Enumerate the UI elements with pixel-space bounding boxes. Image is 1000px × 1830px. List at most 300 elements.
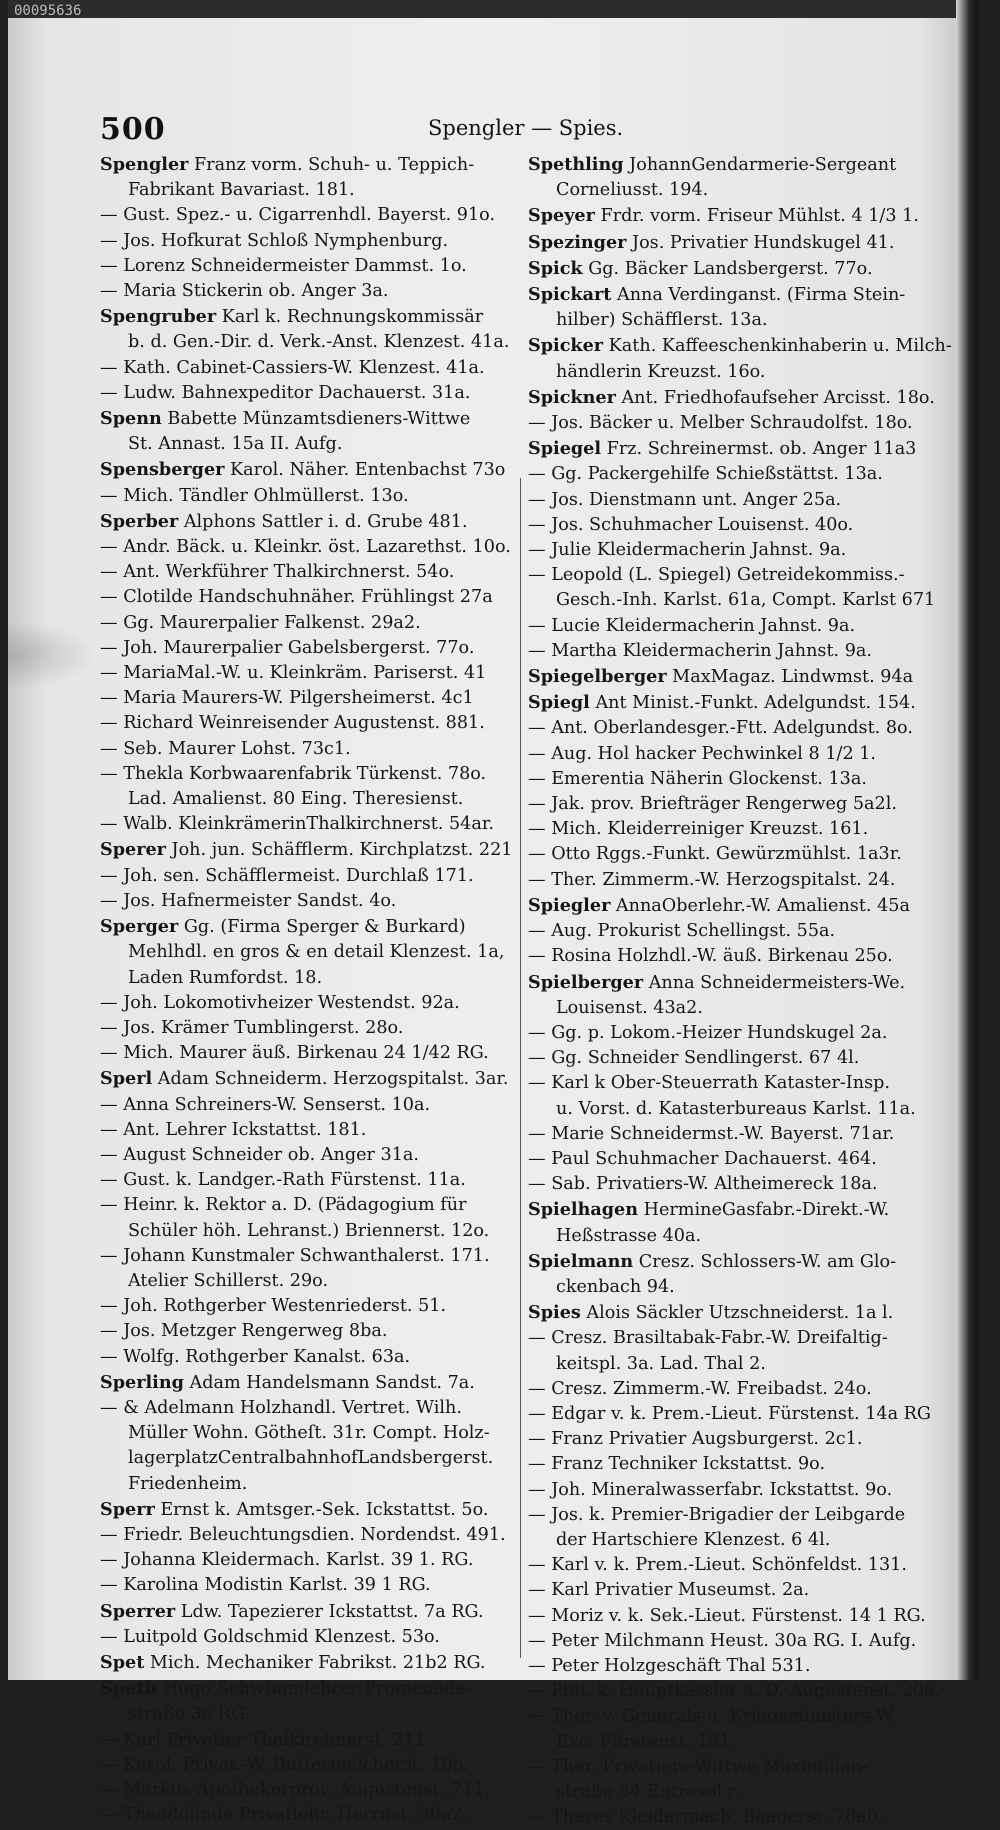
directory-entry — [100, 1370, 495, 1396]
directory-entry — [528, 1021, 923, 1046]
directory-entry — [528, 1402, 931, 1427]
directory-entry — [528, 385, 935, 411]
entry-text: Jak. prov. Briefträger Rengerweg 5a2l. — [551, 794, 897, 815]
entry-surname: Sperger — [100, 916, 179, 938]
directory-entry — [528, 664, 923, 690]
directory-entry — [100, 864, 495, 889]
entry-surname: Spethling — [528, 154, 624, 175]
entry-text: Jos. Schuhmacher Louisenst. 40o. — [551, 514, 854, 535]
column-divider — [520, 478, 521, 1658]
entry-text: Sab. Privatiers-W. Altheimereck 18a. — [551, 1174, 878, 1195]
directory-entry — [528, 970, 923, 996]
directory-entry — [100, 1728, 495, 1753]
directory-entry — [528, 1352, 923, 1377]
scan-label: 00095636 — [14, 3, 82, 19]
entry-text: Julie Kleidermacherin Jahnst. 9a. — [551, 540, 847, 561]
directory-entry — [100, 1778, 495, 1803]
entry-text: Joh. sen. Schäfflermeist. Durchlaß 171. — [123, 865, 474, 886]
directory-entry — [100, 457, 506, 483]
directory-entry — [100, 1143, 495, 1168]
entry-text: Alphons Sattler i. d. Grube 481. — [178, 511, 468, 532]
entry-text: Anna Schneidermeisters-We. — [643, 972, 906, 993]
entry-text: Jos. Metzger Rengerweg 8ba. — [123, 1321, 388, 1342]
directory-entry — [528, 1604, 926, 1629]
directory-entry — [528, 1629, 923, 1654]
directory-entry — [528, 282, 923, 308]
directory-entry — [100, 203, 495, 228]
directory-entry — [100, 611, 495, 636]
directory-entry — [528, 360, 923, 385]
directory-entry — [528, 1377, 923, 1402]
directory-entry — [100, 940, 505, 965]
entry-text: Adam Handelsmann Sandst. 7a. — [183, 1372, 475, 1393]
page-tab-shadow — [8, 620, 96, 690]
entry-surname: Spet — [100, 1651, 145, 1673]
directory-entry — [100, 484, 495, 509]
directory-entry — [100, 1345, 495, 1370]
entry-surname: Sperber — [100, 510, 179, 532]
entry-text: Joh. Mineralwasserfabr. Ickstattst. 9o. — [551, 1479, 893, 1500]
directory-entry — [528, 1326, 923, 1351]
entry-text: Gg. p. Lokom.-Heizer Hundskugel 2a. — [551, 1022, 888, 1043]
entry-surname: Spies — [528, 1302, 581, 1324]
entry-text: Ant. Friedhofaufseher Arcisst. 18o. — [615, 387, 935, 408]
directory-entry — [100, 1016, 495, 1041]
directory-entry — [528, 1249, 923, 1275]
entry-surname: Spengler — [100, 154, 189, 175]
entry-text: Gesch.-Inh. Karlst. 61a, Compt. Karlst 671 — [556, 590, 936, 611]
entry-text: Moriz v. k. Sek.-Lieut. Fürstenst. 14 1 RG. — [551, 1605, 926, 1626]
entry-text: Joh. Maurerpalier Gabelsbergerst. 77o. — [123, 637, 475, 658]
entry-surname: Sperer — [100, 839, 166, 861]
directory-entry — [100, 229, 495, 254]
entry-text: Wolfg. Rothgerber Kanalst. 63a. — [123, 1346, 411, 1367]
entry-text: Andr. Bäck. u. Kleinkr. öst. Lazarethst. 10o. — [123, 537, 511, 558]
entry-text: Phil. k. Hauptkassier a. D. Augustenst. 20a. — [551, 1681, 940, 1702]
entry-text: Theres Kleidermach. Baaderst. 78a0. — [551, 1807, 884, 1828]
directory-entry — [528, 1679, 940, 1704]
directory-entry — [100, 1269, 495, 1294]
entry-text: Ther. v. Generals-u. Kriegsministers-W. — [551, 1706, 897, 1727]
directory-entry — [100, 1497, 495, 1523]
directory-entry — [100, 178, 495, 203]
directory-entry — [528, 1755, 923, 1780]
directory-entry — [100, 432, 495, 457]
entry-text: Anna Schreiners-W. Senserst. 10a. — [123, 1094, 431, 1115]
directory-entry — [100, 1244, 495, 1269]
directory-entry — [528, 588, 936, 613]
entry-text: Jos. Hafnermeister Sandst. 4o. — [123, 890, 397, 911]
directory-entry — [528, 1172, 923, 1197]
entry-text: Karl v. k. Prem.-Lieut. Schönfeldst. 131. — [551, 1555, 907, 1576]
entry-surname: Speth — [100, 1678, 158, 1700]
entry-surname: Spezinger — [528, 231, 627, 253]
directory-entry — [528, 1197, 923, 1223]
entry-surname: Spick — [528, 257, 583, 279]
page-number: 500 — [100, 112, 166, 147]
entry-text: Karl Privatier Museumst. 2a. — [551, 1580, 810, 1601]
entry-surname: Spiegelberger — [528, 666, 667, 688]
directory-entry — [100, 737, 495, 762]
entry-text: Gg. (Firma Sperger & Burkard) — [178, 917, 466, 938]
entry-text: Joh. jun. Schäfflerm. Kirchplatzst. 221 — [165, 840, 513, 861]
entry-text: Fabrikant Bavariast. 181. — [128, 180, 355, 201]
entry-text: Aug. Prokurist Schellingst. 55a. — [551, 921, 836, 942]
entry-text: straße 3a RG. — [128, 1704, 251, 1725]
entry-text: Heinr. k. Rektor a. D. (Pädagogium für — [123, 1195, 467, 1216]
entry-text: Atelier Schillerst. 29o. — [128, 1270, 329, 1291]
entry-surname: Spiegler — [528, 894, 611, 916]
entry-text: Maria Stickerin ob. Anger 3a. — [123, 281, 389, 302]
directory-entry — [528, 893, 923, 919]
entry-text: Gust. k. Landger.-Rath Fürstenst. 11a. — [123, 1170, 466, 1191]
entry-text: Adam Schneiderm. Herzogspitalst. 3ar. — [152, 1069, 509, 1090]
entry-text: Thekla Korbwaarenfabrik Türkenst. 78o. — [123, 763, 487, 784]
entry-text: Louisenst. 43a2. — [556, 997, 703, 1018]
entry-text: Karolina Modistin Karlst. 39 1 RG. — [123, 1575, 431, 1596]
directory-entry — [100, 1803, 495, 1828]
directory-entry — [100, 1548, 495, 1573]
entry-text: MariaMal.-W. u. Kleinkräm. Pariserst. 41 — [123, 663, 487, 684]
entry-text: Corneliusst. 194. — [556, 180, 709, 201]
directory-entry — [528, 538, 923, 563]
directory-entry — [100, 1319, 495, 1344]
directory-entry — [100, 966, 495, 991]
directory-entry — [100, 585, 495, 610]
directory-entry — [528, 944, 923, 969]
directory-entry — [100, 1093, 495, 1118]
entry-text: Karol. Privat.-W. Buttermelcherst. 10o. — [123, 1754, 469, 1775]
entry-text: Cresz. Brasiltabak-Fabr.-W. Dreifaltig- — [551, 1328, 888, 1349]
directory-entry — [100, 1599, 495, 1625]
entry-text: Ernst k. Amtsger.-Sek. Ickstattst. 5o. — [154, 1499, 489, 1520]
entry-text: Schüler höh. Lehranst.) Briennerst. 12o. — [128, 1220, 490, 1241]
entry-text: Mich. Kleiderreiniger Kreuzst. 161. — [551, 819, 869, 840]
directory-entry — [528, 308, 923, 333]
entry-text: Jos. Bäcker u. Melber Schraudolfst. 18o. — [551, 413, 913, 434]
entry-text: Marie Schneidermst.-W. Bayerst. 71ar. — [551, 1123, 895, 1144]
directory-entry — [100, 1041, 495, 1066]
directory-entry — [528, 1427, 923, 1452]
entry-text: & Adelmann Holzhandl. Vertret. Wilh. — [123, 1397, 462, 1418]
directory-entry — [528, 1275, 923, 1300]
entry-text: Karl k Ober-Steuerrath Kataster-Insp. — [551, 1073, 890, 1094]
entry-text: Rosina Holzhdl.-W. äuß. Birkenau 25o. — [551, 946, 893, 967]
entry-text: Martha Kleidermacherin Jahnst. 9a. — [551, 640, 872, 661]
directory-entry — [100, 1625, 495, 1650]
directory-entry — [528, 614, 923, 639]
entry-text: Kath. Kaffeeschenkinhaberin u. Milch- — [603, 336, 952, 357]
directory-entry — [528, 488, 923, 513]
entry-surname: Spielmann — [528, 1250, 634, 1272]
entry-text: August Schneider ob. Anger 31a. — [123, 1144, 420, 1165]
left-column — [100, 152, 513, 1828]
right-column — [528, 152, 952, 1830]
directory-entry — [100, 1446, 495, 1471]
entry-text: Ldw. Tapezierer Ickstattst. 7a RG. — [175, 1601, 484, 1622]
directory-entry — [100, 254, 495, 279]
entry-text: Friedr. Beleuchtungsdien. Nordendst. 491. — [123, 1524, 506, 1545]
directory-entry — [528, 1780, 923, 1805]
entry-text: Mehlhdl. en gros & en detail Klenzest. 1a, — [128, 942, 505, 963]
entry-text: Gust. Spez.- u. Cigarrenhdl. Bayerst. 91o. — [123, 205, 496, 226]
entry-text: St. Annast. 15a II. Aufg. — [128, 434, 343, 455]
entry-text: Luitpold Goldschmid Klenzest. 53o. — [123, 1626, 440, 1647]
entry-text: Peter Holzgeschäft Thal 531. — [551, 1655, 811, 1676]
directory-entry — [100, 1168, 495, 1193]
entry-text: Joh. Rothgerber Westenriederst. 51. — [123, 1296, 447, 1317]
directory-entry — [528, 1730, 923, 1755]
entry-text: Exc. Fürstenst. 151. — [556, 1731, 737, 1752]
directory-entry — [100, 636, 495, 661]
entry-text: Gg. Packergehilfe Schießstättst. 13a. — [551, 464, 883, 485]
entry-surname: Spiegel — [528, 438, 602, 460]
entry-text: Ther. Zimmerm.-W. Herzogspitalst. 24. — [551, 869, 896, 890]
directory-entry — [528, 1528, 923, 1553]
entry-text: Alois Säckler Utzschneiderst. 1a l. — [580, 1303, 894, 1324]
entry-text: Ant. Lehrer Ickstattst. 181. — [123, 1119, 367, 1140]
entry-text: Kath. Cabinet-Cassiers-W. Klenzest. 41a. — [123, 357, 485, 378]
entry-surname: Spiegl — [528, 692, 590, 714]
entry-text: u. Vorst. d. Katasterbureaus Karlst. 11a. — [556, 1098, 916, 1119]
entry-text: Babette Münzamtsdieners-Wittwe — [161, 409, 471, 430]
entry-text: straße 34 Entresol r. — [556, 1782, 740, 1802]
entry-text: AnnaOberlehr.-W. Amalienst. 45a — [610, 895, 910, 916]
entry-text: lagerplatzCentralbahnhofLandsbergerst. — [128, 1448, 494, 1469]
directory-entry — [100, 560, 495, 585]
entry-text: Maria Maurers-W. Pilgersheimerst. 4c1 — [123, 688, 474, 709]
scan-header-band — [8, 0, 978, 18]
directory-entry — [528, 742, 923, 767]
entry-text: Joh. Lokomotivheizer Westendst. 92a. — [123, 992, 460, 1013]
directory-entry — [528, 462, 923, 487]
entry-text: Anna Verdinganst. (Firma Stein- — [611, 285, 906, 306]
entry-surname: Spickner — [528, 386, 616, 408]
directory-entry — [100, 1294, 495, 1319]
entry-surname: Spickart — [528, 284, 612, 306]
directory-entry — [100, 152, 495, 178]
directory-entry — [100, 762, 495, 787]
entry-text: Jos. k. Premier-Brigadier der Leibgarde — [551, 1504, 906, 1525]
entry-text: Theodolinde Privatlehr. Herrnst. 30a2. — [123, 1805, 469, 1826]
directory-entry — [528, 411, 923, 436]
directory-entry — [528, 178, 923, 203]
directory-entry — [528, 716, 923, 741]
entry-text: Emerentia Näherin Glockenst. 13a. — [551, 768, 867, 789]
directory-entry — [528, 817, 923, 842]
entry-surname: Spengruber — [100, 306, 217, 328]
entry-text: Cresz. Schlossers-W. am Glo- — [633, 1251, 897, 1272]
entry-text: HermineGasfabr.-Direkt.-W. — [638, 1200, 890, 1221]
directory-entry — [528, 919, 923, 944]
directory-entry — [100, 509, 495, 535]
directory-entry — [528, 1805, 923, 1830]
entry-text: Frz. Schreinermst. ob. Anger 11a3 — [601, 439, 917, 460]
entry-text: Frdr. vorm. Friseur Mühlst. 4 1/3 1. — [594, 206, 919, 227]
entry-surname: Spenn — [100, 408, 162, 430]
directory-entry — [528, 1478, 923, 1503]
directory-entry — [100, 1702, 495, 1727]
entry-text: Johann Kunstmaler Schwanthalerst. 171. — [123, 1245, 490, 1266]
directory-entry — [528, 1503, 923, 1528]
directory-entry — [100, 356, 495, 381]
directory-entry — [528, 639, 923, 664]
directory-entry — [100, 535, 511, 560]
directory-entry — [528, 563, 923, 588]
directory-entry — [528, 513, 923, 538]
directory-entry — [528, 1300, 923, 1326]
directory-entry — [100, 686, 495, 711]
directory-entry — [528, 1654, 923, 1679]
entry-text: Lad. Amalienst. 80 Eing. Theresienst. — [128, 789, 464, 810]
directory-entry — [528, 792, 923, 817]
directory-entry — [100, 837, 513, 863]
entry-text: Ludw. Bahnexpeditor Dachauerst. 31a. — [123, 382, 471, 403]
directory-entry — [528, 333, 952, 359]
entry-text: Franz vorm. Schuh- u. Teppich- — [188, 155, 475, 175]
entry-text: Mich. Tändler Ohlmüllerst. 13o. — [123, 485, 409, 506]
entry-text: händlerin Kreuzst. 16o. — [556, 361, 766, 382]
entry-surname: Spensberger — [100, 459, 225, 481]
directory-entry — [100, 1118, 495, 1143]
directory-entry — [100, 1472, 495, 1497]
directory-entry — [100, 1573, 495, 1598]
entry-text: Karol. Näher. Entenbachst 73o — [224, 460, 506, 481]
entry-text: Müller Wohn. Götheſt. 31r. Compt. Holz- — [128, 1423, 490, 1444]
directory-entry — [100, 279, 495, 304]
entry-text: Cresz. Zimmerm.-W. Freibadst. 24o. — [551, 1378, 872, 1399]
directory-entry — [528, 1553, 923, 1578]
directory-entry — [100, 1753, 495, 1778]
entry-text: Jos. Privatier Hundskugel 41. — [626, 232, 895, 253]
page-header — [8, 112, 978, 152]
directory-entry — [100, 1676, 495, 1702]
entry-text: keitspl. 3a. Lad. Thal 2. — [556, 1353, 766, 1374]
entry-text: Friedenheim. — [128, 1473, 248, 1494]
directory-entry — [528, 1046, 923, 1071]
directory-entry — [100, 406, 495, 432]
entry-text: Walb. KleinkrämerinThalkirchnerst. 54ar. — [123, 814, 494, 835]
entry-surname: Spielberger — [528, 971, 644, 993]
directory-entry — [100, 1193, 495, 1218]
running-head: Spengler — Spies. — [428, 116, 624, 140]
directory-entry — [100, 1219, 495, 1244]
entry-text: Lorenz Schneidermeister Dammst. 1o. — [123, 255, 467, 276]
directory-entry — [100, 1396, 495, 1421]
entry-surname: Sperr — [100, 1498, 155, 1520]
directory-entry — [528, 203, 923, 229]
directory-entry — [528, 1147, 923, 1172]
entry-text: Ther. Privatiers-Wittwe Maximilian- — [551, 1756, 869, 1777]
directory-entry — [528, 842, 923, 867]
entry-text: Ant Minist.-Funkt. Adelgundst. 154. — [589, 693, 916, 714]
directory-entry — [528, 1122, 923, 1147]
entry-text: Aug. Hol hacker Pechwinkel 8 1/2 1. — [551, 743, 877, 764]
entry-text: b. d. Gen.-Dir. d. Verk.-Anst. Klenzest. 41a. — [128, 332, 510, 353]
directory-entry — [528, 230, 923, 256]
entry-text: Jos. Hofkurat Schloß Nymphenburg. — [123, 230, 449, 251]
entry-text: Peter Milchmann Heust. 30a RG. I. Aufg. — [551, 1630, 917, 1651]
entry-text: Heßstrasse 40a. — [556, 1225, 702, 1246]
directory-entry — [100, 914, 495, 940]
entry-text: der Hartschiere Klenzest. 6 4l. — [556, 1529, 831, 1550]
directory-entry — [528, 1452, 923, 1477]
entry-text: Franz Techniker Ickstattst. 9o. — [551, 1454, 826, 1475]
entry-text: Markus Apothekerprov. Augustenst. 711. — [123, 1780, 490, 1800]
directory-entry — [528, 1097, 923, 1122]
entry-surname: Spicker — [528, 335, 604, 357]
directory-entry — [100, 711, 495, 736]
directory-page — [8, 0, 978, 1828]
entry-text: MaxMagaz. Lindwmst. 94a — [666, 667, 914, 688]
entry-text: JohannGendarmerie-Sergeant — [623, 155, 897, 175]
directory-entry — [100, 381, 495, 406]
directory-entry — [100, 1650, 495, 1676]
directory-entry — [528, 152, 923, 178]
scan-page-edge — [956, 0, 978, 1680]
entry-text: Mich. Mechaniker Fabrikst. 21b2 RG. — [144, 1652, 486, 1673]
entry-text: Hugo Schwimmlehrer Promenade- — [157, 1679, 472, 1700]
entry-text: Edgar v. k. Prem.-Lieut. Fürstenst. 14a RG — [551, 1403, 931, 1424]
directory-entry — [528, 1578, 923, 1603]
directory-entry — [528, 1071, 923, 1096]
entry-text: Karl Privatier Thalkirchnerst. 211. — [123, 1729, 432, 1750]
entry-text: Ant. Werkführer Thalkirchnerst. 54o. — [123, 562, 455, 583]
entry-text: Ant. Oberlandesger.-Ftt. Adelgundst. 8o. — [551, 718, 913, 739]
entry-text: Otto Rggs.-Funkt. Gewürzmühlst. 1a3r. — [551, 844, 902, 865]
directory-entry — [100, 1066, 509, 1092]
directory-entry — [528, 767, 923, 792]
directory-entry — [528, 690, 923, 716]
directory-entry — [100, 330, 510, 355]
entry-text: Seb. Maurer Lohst. 73c1. — [123, 738, 351, 759]
entry-surname: Sperrer — [100, 1600, 176, 1622]
directory-entry — [528, 1704, 923, 1729]
entry-surname: Spielhagen — [528, 1199, 639, 1221]
entry-surname: Speyer — [528, 205, 595, 227]
entry-surname: Sperl — [100, 1068, 153, 1090]
entry-text: hilber) Schäfflerst. 13a. — [556, 310, 768, 331]
entry-text: Richard Weinreisender Augustenst. 881. — [123, 713, 485, 734]
entry-text: Clotilde Handschuhnäher. Frühlingst 27a — [123, 587, 493, 608]
entry-text: Karl k. Rechnungskommissär — [216, 307, 484, 328]
entry-text: Gg. Bäcker Landsbergerst. 77o. — [582, 258, 873, 279]
directory-entry — [528, 868, 923, 893]
directory-entry — [100, 787, 495, 812]
directory-entry — [528, 1224, 923, 1249]
entry-text: ckenbach 94. — [556, 1276, 675, 1297]
entry-text: Gg. Maurerpalier Falkenst. 29a2. — [123, 612, 421, 633]
directory-entry — [528, 996, 923, 1021]
directory-entry — [100, 304, 495, 330]
entry-surname: Sperling — [100, 1371, 184, 1393]
directory-entry — [528, 256, 923, 282]
directory-entry — [100, 991, 495, 1016]
entry-text: Gg. Schneider Sendlingerst. 67 4l. — [551, 1048, 860, 1069]
entry-text: Johanna Kleidermach. Karlst. 39 1. RG. — [123, 1550, 474, 1571]
directory-entry — [100, 812, 495, 837]
entry-text: Mich. Maurer äuß. Birkenau 24 1/42 RG. — [123, 1043, 489, 1064]
directory-entry — [100, 889, 495, 914]
directory-entry — [100, 661, 495, 686]
entry-text: Jos. Dienstmann unt. Anger 25a. — [551, 489, 842, 510]
entry-text: Paul Schuhmacher Dachauerst. 464. — [551, 1148, 877, 1169]
entry-text: Lucie Kleidermacherin Jahnst. 9a. — [551, 615, 856, 636]
entry-text: Leopold (L. Spiegel) Getreidekommiss.- — [551, 565, 905, 586]
directory-entry — [100, 1421, 495, 1446]
directory-entry — [100, 1523, 506, 1548]
directory-entry — [528, 436, 923, 462]
